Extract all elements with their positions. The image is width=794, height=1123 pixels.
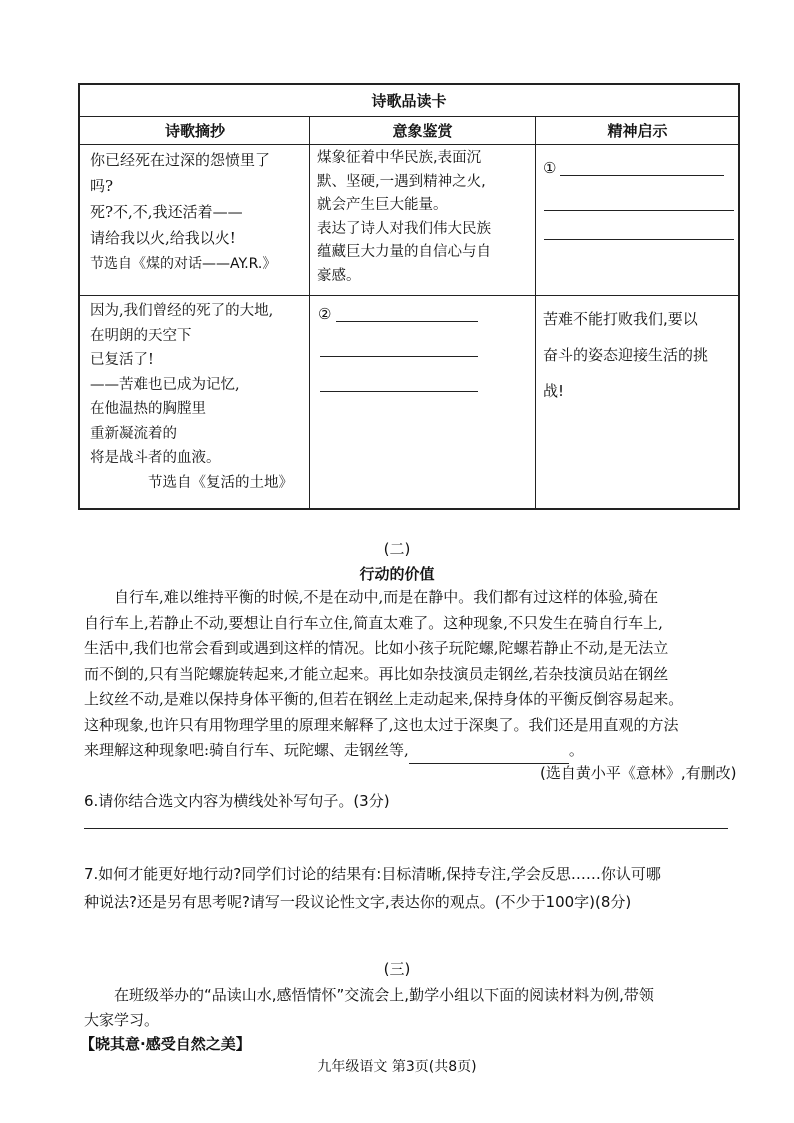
header-poem-excerpt: 诗歌摘抄 [80,117,310,145]
section3-intro: 在班级举办的“品读山水,感悟情怀”交流会上,勤学小组以下面的阅读材料为例,带领 大家学习。 [84,986,654,1029]
row2-poem: 因为,我们曾经的死了的大地, 在明朗的天空下 已复活了! ——苦难也已成为记忆, 在他温热的胸膛里 重新凝流着的 将是战斗者的血液。 节选自《复活的土地》 [90,299,305,495]
answer-blank[interactable] [320,391,478,392]
section2-title: 行动的价值 [359,565,435,583]
poem-source: 节选自《复活的土地》 [148,474,293,491]
poem-line: 死?不,不,我还活着—— [90,203,243,221]
answer-blank[interactable] [544,239,734,240]
row1-spirit-answer[interactable] [543,155,738,181]
page-footer: 九年级语文 第3页(共8页) [317,1059,477,1075]
column-divider [535,117,536,508]
section3-number: (三) [383,960,411,978]
row1-poem [90,147,305,277]
fill-in-blank[interactable] [409,745,569,764]
row2-spirit: 苦难不能打败我们,要以 奋斗的姿态迎接生活的挑 战! [543,310,709,400]
circled-number-1: ① [543,159,557,177]
question-6: 6.请你结合选文内容为横线处补写句子。(3分) [84,792,390,810]
poetry-reading-card [78,83,740,510]
poem-source: 节选自《煤的对话——AY.R.》 [90,256,277,272]
poem-line: 请给我以火,给我以火! [90,229,236,247]
card-title: 诗歌品读卡 [80,85,738,117]
answer-blank[interactable] [544,210,734,211]
answer-blank[interactable] [320,356,478,357]
answer-blank[interactable] [336,321,478,322]
section3-subheading: 【晓其意·感受自然之美】 [80,1035,251,1053]
source-citation: (选自黄小平《意林》,有删改) [540,764,737,782]
header-spirit: 精神启示 [535,117,740,145]
poem-line: 吗? [90,177,114,195]
section2-paragraph: 自行车,难以维持平衡的时候,不是在动中,而是在静中。我们都有过这样的体验,骑在 自行车上,若静止不动,要想让自行车立住,简直太难了。这种现象,不只发生在骑自行车上, 生活中,我们也常会看到或遇到这样的情况。比如小孩子玩陀螺,陀螺若静止不动,是无法立 而不倒的,只有当陀螺旋转起来,才能立起来。再比如杂技演员走钢丝,若杂技演员站在钢丝 上纹丝不动,是难以保持身体平衡的,但若在钢丝上走动起来,保持身体的平衡反倒容易起来。 这种现象,也许只有用物理学里的原理来解释了,这也太过于深奥了。我们还是用直观的方法 来理解这种现象吧:骑自行车、玩陀螺、走钢丝等, 。 [84,585,744,764]
answer-blank[interactable] [560,175,724,176]
question-7: 7.如何才能更好地行动?同学们讨论的结果有:目标清晰,保持专注,学会反思……你认可哪 种说法?还是另有思考呢?请写一段议论性文字,表达你的观点。(不少于100字)(8分) [84,865,661,911]
circled-number-2: ② [318,305,332,323]
answer-line-q6[interactable] [84,828,728,829]
poem-line: 你已经死在过深的怨愤里了 [90,151,271,169]
section2-number: (二) [383,540,411,558]
row2-imagery-answer[interactable] [318,301,528,327]
row1-imagery: 煤象征着中华民族,表面沉 默、坚硬,一遇到精神之火, 就会产生巨大能量。 表达了诗人对我们伟大民族 蕴藏巨大力量的自信心与自 豪感。 [317,150,491,284]
row-divider [80,295,738,296]
column-divider [309,117,310,508]
header-imagery: 意象鉴赏 [310,117,535,145]
